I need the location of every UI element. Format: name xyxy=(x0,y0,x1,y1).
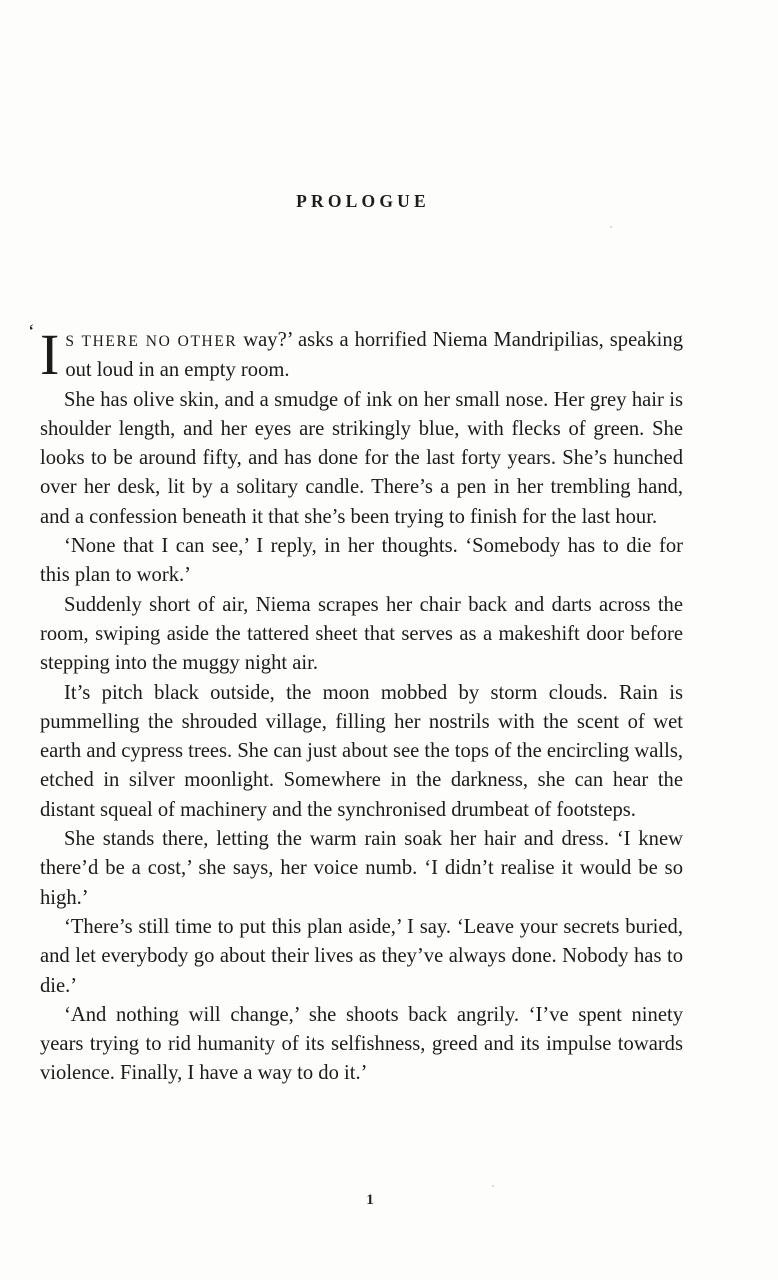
paragraph: It’s pitch black outside, the moon mobbed by storm clouds. Rain is pummelling the shrouded village, filling her nostrils with the scent of wet earth and cypress trees. She can just about see the tops of the encircling walls, etched in silver moonlight. Somewhere in the darkness, she can hear the distant squeal of machinery and the synchronised drumbeat of footsteps. xyxy=(40,681,683,821)
paragraph: She stands there, letting the warm rain soak her hair and dress. ‘I knew there’d be a cost,’ she says, her voice numb. ‘I didn’t realise it would be so high.’ xyxy=(40,828,683,909)
paragraph: Suddenly short of air, Niema scrapes her chair back and darts across the room, swiping aside the tattered sheet that serves as a makeshift door before stepping into the muggy night air. xyxy=(40,593,683,675)
paragraph: ‘There’s still time to put this plan aside,’ I say. ‘Leave your secrets buried, and let everybody go about their lives as they’ve always done. Nobody has to die.’ xyxy=(40,915,683,997)
opening-small-caps: S THERE NO OTHER xyxy=(65,333,238,350)
page-number: 1 xyxy=(366,1192,374,1208)
paper-speck xyxy=(492,1185,494,1187)
body-text xyxy=(28,321,683,1089)
paper-speck xyxy=(610,226,612,228)
paragraph: ‘And nothing will change,’ she shoots back angrily. ‘I’ve spent ninety years trying to rid humanity of its selfishness, greed and its impulse towards violence. Finally, I have a way to do it.’ xyxy=(40,1003,683,1085)
opening-text: way?’ asks a horrified Niema Mandripilias, speaking out loud in an empty room. xyxy=(65,329,683,382)
paragraph: She has olive skin, and a smudge of ink on her small nose. Her grey hair is shoulder length, and her eyes are strikingly blue, with flecks of green. She looks to be around fifty, and has done for the last forty years. She’s hunched over her desk, lit by a solitary candle. There’s a pen in her trembling hand, and a confession beneath it that she’s been trying to finish for the last hour. xyxy=(40,388,683,528)
chapter-title: PROLOGUE xyxy=(296,191,430,211)
opening-paragraph xyxy=(28,321,683,387)
drop-cap: I xyxy=(40,322,60,387)
paragraph: ‘None that I can see,’ I reply, in her thoughts. ‘Somebody has to die for this plan to work.’ xyxy=(40,535,683,587)
opening-quote-mark: ‘ xyxy=(28,321,35,343)
